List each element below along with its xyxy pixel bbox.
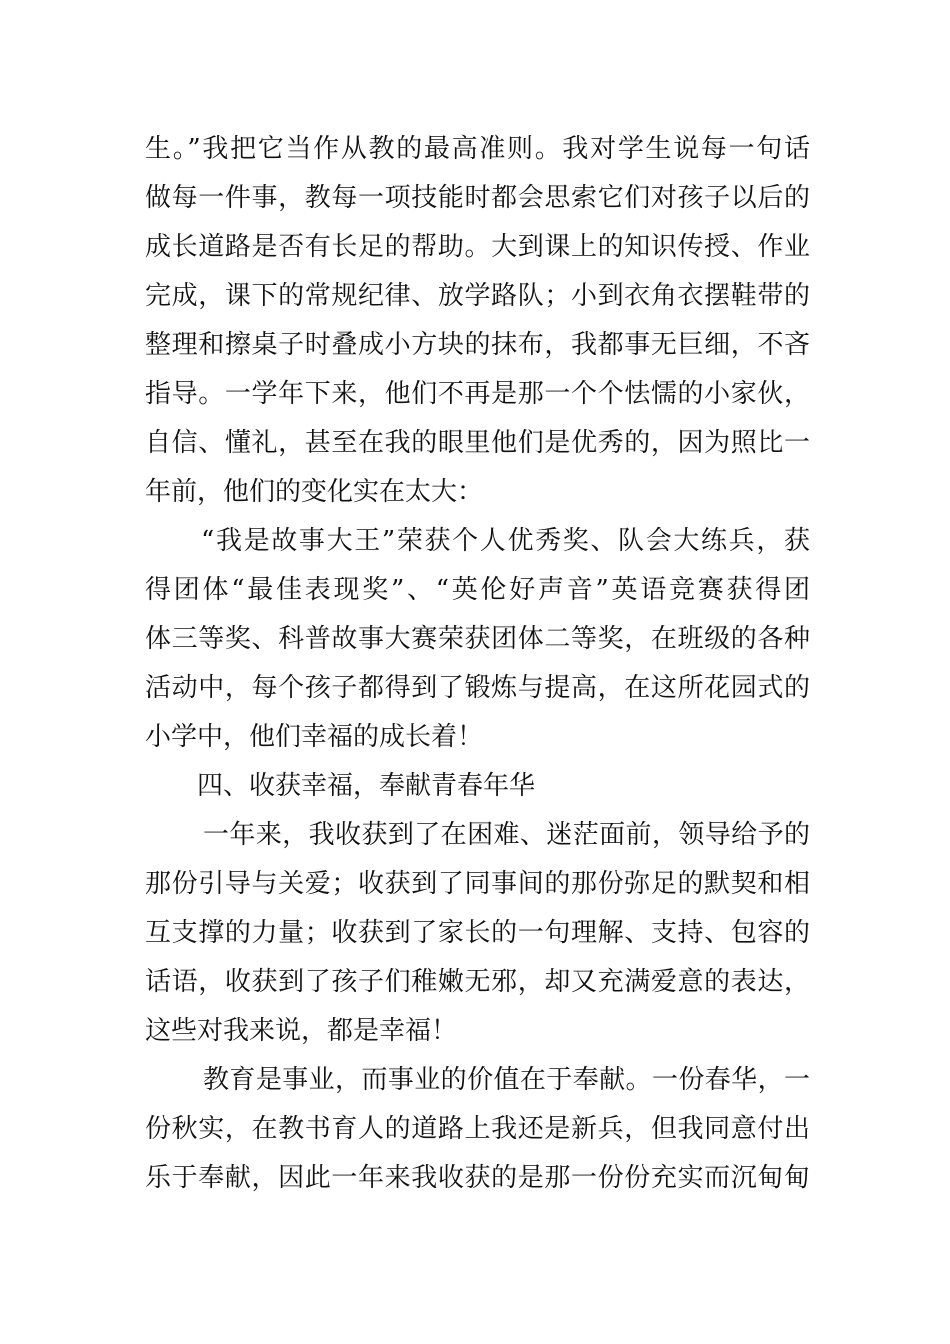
paragraph-first-line: 一年来，我收获到了在困难、迷茫面前，领导给予的	[203, 820, 810, 850]
text-line: 指导。一学年下来，他们不再是那一个个怯懦的小家伙，	[145, 379, 810, 409]
text-line: 互支撑的力量；收获到了家长的一句理解、支持、包容的	[145, 918, 810, 948]
text-line: 做每一件事，教每一项技能时都会思索它们对孩子以后的	[145, 183, 810, 213]
text-line: 乐于奉献，因此一年来我收获的是那一份份充实而沉甸甸	[145, 1163, 810, 1193]
text-line: 那份引导与关爱；收获到了同事间的那份弥足的默契和相	[145, 869, 810, 899]
section-heading: 四、收获幸福，奉献青春年华	[197, 771, 536, 801]
body-text	[145, 125, 810, 1203]
paragraph-first-line: “我是故事大王”荣获个人优秀奖、队会大练兵，获	[201, 526, 810, 556]
text-line: 活动中，每个孩子都得到了锻炼与提高，在这所花园式的	[145, 673, 810, 703]
text-line: 这些对我来说，都是幸福！	[145, 1016, 458, 1046]
text-line: 份秋实，在教书育人的道路上我还是新兵，但我同意付出	[145, 1114, 810, 1144]
text-line: 整理和擦桌子时叠成小方块的抹布，我都事无巨细，不吝	[145, 330, 810, 360]
text-line: 年前，他们的变化实在太大：	[145, 477, 484, 507]
text-line: 完成，课下的常规纪律、放学路队；小到衣角衣摆鞋带的	[145, 281, 810, 311]
text-line: 体三等奖、科普故事大赛荣获团体二等奖，在班级的各种	[145, 624, 810, 654]
paragraph-first-line: 教育是事业，而事业的价值在于奉献。一份春华，一	[203, 1065, 810, 1095]
text-line: 生。”我把它当作从教的最高准则。我对学生说每一句话	[145, 134, 810, 164]
text-line: 小学中，他们幸福的成长着！	[145, 722, 484, 752]
text-line: 话语，收获到了孩子们稚嫩无邪，却又充满爱意的表达，	[145, 967, 810, 997]
text-line: 得团体“最佳表现奖”、“英伦好声音”英语竞赛获得团	[145, 575, 810, 605]
text-line: 自信、懂礼，甚至在我的眼里他们是优秀的，因为照比一	[145, 428, 810, 458]
text-line: 成长道路是否有长足的帮助。大到课上的知识传授、作业	[145, 232, 810, 262]
